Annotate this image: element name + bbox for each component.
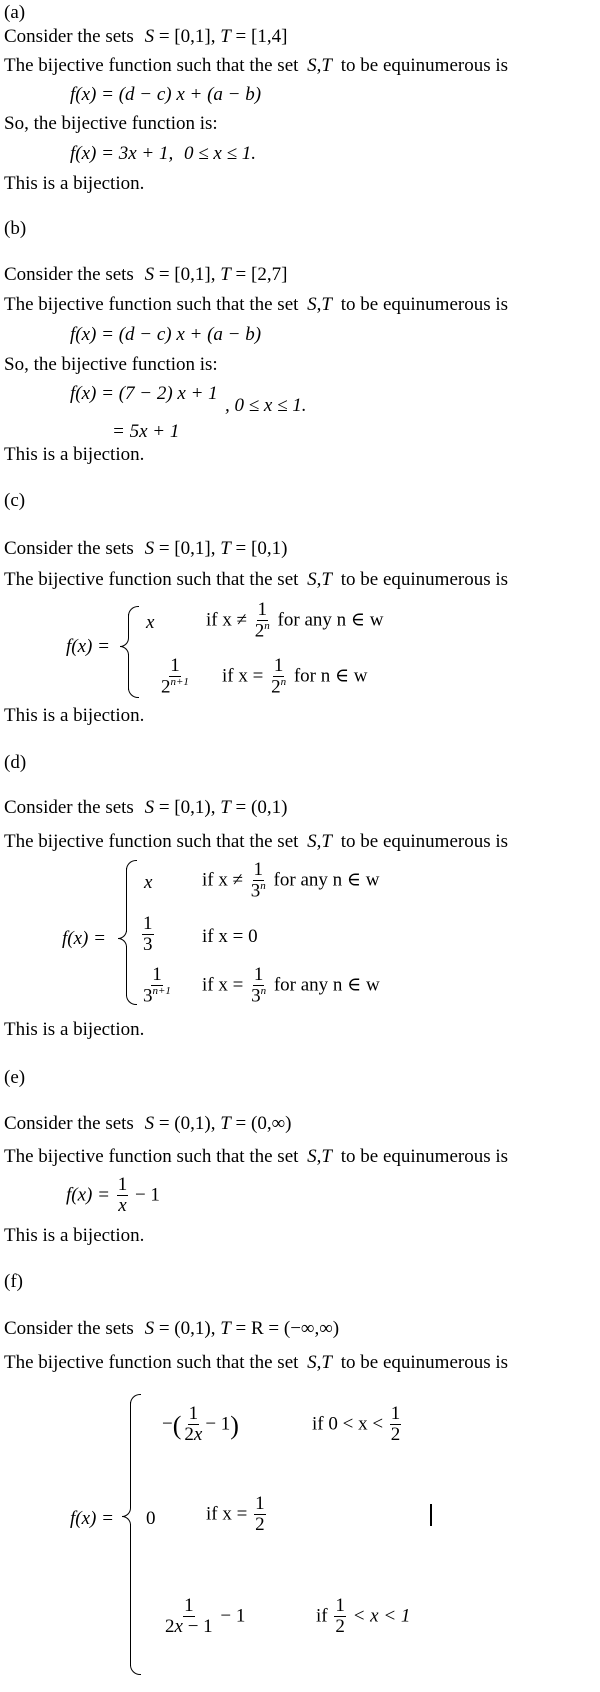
set-s: [0,1] (174, 538, 211, 559)
consider-text: Consider the sets (4, 1113, 134, 1134)
condition-text: if x ≠ (202, 869, 244, 891)
part-c-case1-condition: if x ≠ $\frac{1}{2^n}$ for any n ∈ w (206, 599, 384, 642)
part-d-case2-value: $\frac{1}{3}$ (143, 913, 153, 955)
tail-text: for any n ∈ w (273, 869, 380, 891)
bijective-text: The bijective function such that the set (4, 569, 299, 590)
part-c-fx: f(x) = (66, 636, 110, 657)
part-d-sets: Consider the sets S = [0,1), T = (0,1) (4, 797, 288, 818)
equinumerous-text: to be equinumerous is (340, 569, 509, 590)
part-d-case3-value: $\frac{1}{3^{n+1}}$ (143, 964, 171, 1007)
part-f-fx: f(x) = (70, 1508, 114, 1529)
part-b-simplified: = 5x + 1 (112, 421, 180, 442)
condition-text: if x = (222, 665, 264, 687)
part-b-conclusion: This is a bijection. (4, 444, 145, 465)
part-c-case2-value: $\frac{1}{2^{n+1}}$ (161, 655, 189, 698)
part-c-label: (c) (4, 490, 26, 511)
part-f-case1-value: −( $\frac{1}{2x}$ − 1) (162, 1403, 239, 1445)
part-c-case2-condition: if x = $\frac{1}{2^n}$ for n ∈ w (222, 655, 368, 698)
part-d-bijective-line: The bijective function such that the set S,T to be equinumerous is (4, 831, 509, 852)
part-d-case3-condition: if x = $\frac{1}{3^n}$ for any n ∈ w (202, 964, 380, 1007)
part-b-so-line: So, the bijective function is: (4, 354, 218, 375)
part-c-conclusion: This is a bijection. (4, 705, 145, 726)
set-t: (0,1) (251, 797, 288, 818)
equinumerous-text: to be equinumerous is (340, 1352, 509, 1373)
bijective-text: The bijective function such that the set (4, 294, 299, 315)
part-d-conclusion: This is a bijection. (4, 1019, 145, 1040)
part-a-general-formula: f(x) = (d − c) x + (a − b) (70, 84, 262, 105)
condition-text: if (316, 1605, 328, 1627)
condition-text: if x = (202, 974, 244, 996)
bijective-text: The bijective function such that the set (4, 1352, 299, 1373)
set-s: [0,1] (174, 26, 211, 47)
a-domain: 0 ≤ x ≤ 1. (183, 143, 256, 164)
part-f-bijective-line: The bijective function such that the set S,T to be equinumerous is (4, 1352, 509, 1373)
part-c-bijective-line: The bijective function such that the set S,T to be equinumerous is (4, 569, 509, 590)
bijective-text: The bijective function such that the set (4, 55, 299, 76)
equinumerous-text: to be equinumerous is (340, 55, 509, 76)
part-c-sets: Consider the sets S = [0,1], T = [0,1) (4, 538, 288, 559)
part-a-function (70, 143, 256, 165)
tail-text: < x < 1 (352, 1605, 411, 1627)
part-f-sets: Consider the sets S = (0,1), T = R = (−∞,∞) (4, 1318, 340, 1339)
set-t: (0,∞) (251, 1113, 292, 1134)
equinumerous-text: to be equinumerous is (340, 294, 509, 315)
part-b-function (70, 383, 218, 405)
part-d-fx: f(x) = (62, 928, 106, 949)
b-func: f(x) = (7 − 2) x + 1 (70, 383, 218, 404)
bijective-text: The bijective function such that the set (4, 831, 299, 852)
part-f-case1-condition: if 0 < x < $\frac{1}{2}$ (312, 1403, 401, 1445)
set-s: (0,1) (174, 1113, 211, 1134)
part-a-sets: Consider the sets S = [0,1], T = [1,4] (4, 26, 288, 47)
condition-text: if 0 < x < (312, 1413, 384, 1435)
part-b-general-formula: f(x) = (d − c) x + (a − b) (70, 324, 262, 345)
set-s: [0,1] (174, 264, 211, 285)
tail-text: for any n ∈ w (273, 974, 380, 996)
part-a-bijective-line: The bijective function such that the set S,T to be equinumerous is (4, 55, 509, 76)
set-t: [1,4] (251, 26, 288, 47)
part-a-so-line: So, the bijective function is: (4, 113, 218, 134)
part-a-conclusion: This is a bijection. (4, 173, 145, 194)
tail-text: for n ∈ w (293, 665, 368, 687)
part-e-conclusion: This is a bijection. (4, 1225, 145, 1246)
part-d-label: (d) (4, 752, 27, 773)
part-f-case2-value: 0 (146, 1508, 156, 1529)
minus-one: − 1 (220, 1605, 246, 1627)
part-f-case3-condition: if $\frac{1}{2}$ < x < 1 (316, 1595, 411, 1637)
consider-text: Consider the sets (4, 797, 134, 818)
part-b-sets: Consider the sets S = [0,1], T = [2,7] (4, 264, 288, 285)
condition-text: if x ≠ (206, 609, 248, 631)
a-func: f(x) = 3x + 1, (70, 143, 174, 164)
consider-text: Consider the sets (4, 264, 134, 285)
consider-text: Consider the sets (4, 1318, 134, 1339)
part-c-case1-value: x (146, 612, 155, 633)
part-b-bijective-line: The bijective function such that the set S,T to be equinumerous is (4, 294, 509, 315)
text-cursor (430, 1504, 432, 1526)
consider-text: Consider the sets (4, 26, 134, 47)
set-t: R = (−∞,∞) (251, 1318, 340, 1339)
part-d-case2-condition: if x = 0 (202, 926, 258, 947)
part-b-domain: , 0 ≤ x ≤ 1. (225, 395, 307, 416)
set-t: [2,7] (251, 264, 288, 285)
part-e-bijective-line: The bijective function such that the set S,T to be equinumerous is (4, 1146, 509, 1167)
equinumerous-text: to be equinumerous is (340, 831, 509, 852)
consider-text: Consider the sets (4, 538, 134, 559)
part-d-case1-value: x (144, 872, 153, 893)
minus-one: − 1 (134, 1184, 160, 1206)
set-s: (0,1) (174, 1318, 211, 1339)
part-b-label: (b) (4, 218, 27, 239)
set-s: [0,1) (174, 797, 211, 818)
bijective-text: The bijective function such that the set (4, 1146, 299, 1167)
part-a-label: (a) (4, 2, 26, 23)
equinumerous-text: to be equinumerous is (340, 1146, 509, 1167)
part-e-function: f(x) = $\frac{1}{x}$ − 1 (66, 1174, 160, 1216)
set-t: [0,1) (251, 538, 288, 559)
part-f-label: (f) (4, 1271, 23, 1292)
part-f-case3-value: $\frac{1}{2x - 1}$ − 1 (165, 1595, 246, 1637)
part-d-case1-condition: if x ≠ $\frac{1}{3^n}$ for any n ∈ w (202, 859, 380, 902)
part-e-sets: Consider the sets S = (0,1), T = (0,∞) (4, 1113, 292, 1134)
part-f-case2-condition: if x = $\frac{1}{2}$ (206, 1493, 265, 1535)
condition-text: if x = (206, 1503, 248, 1525)
part-e-label: (e) (4, 1067, 26, 1088)
tail-text: for any n ∈ w (277, 609, 384, 631)
